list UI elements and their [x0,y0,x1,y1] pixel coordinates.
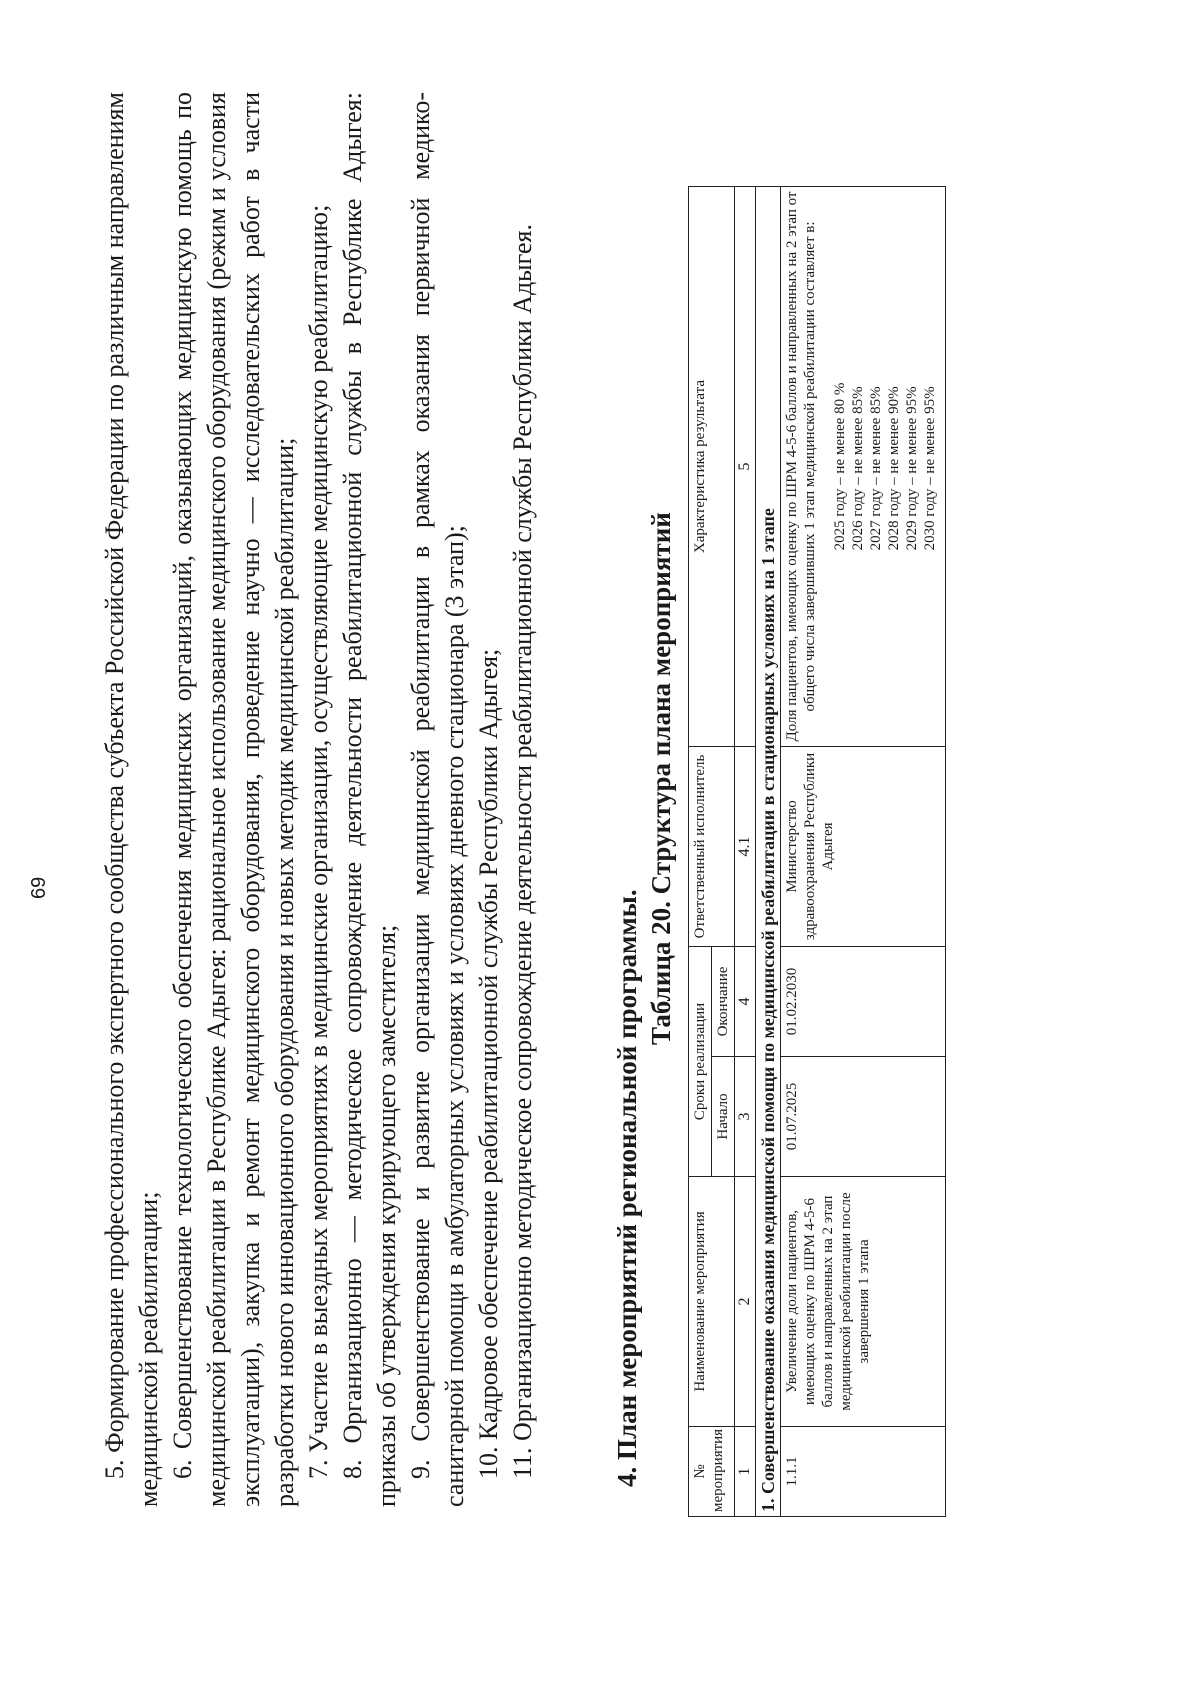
column-number-row [735,186,756,1516]
cell-end: 01.02.2030 [781,946,946,1056]
header-terms: Сроки реализации [689,946,712,1176]
column-number: 3 [735,1057,756,1177]
table-section-title: 1. Совершенствование оказания медицинской помощи по медицинской реабилитации в стационарных условиях на 1 этапе [756,186,781,1516]
column-number: 5 [735,186,756,746]
paragraph: 5. Формирование профессионального экспертного сообщества субъекта Российской Федерации по различным направлениям медицинской реабилитации; [100,92,163,1507]
plan-table [688,186,946,1517]
result-stats [831,383,939,551]
paragraph: 6. Совершенствование технологического обеспечения медицинских организаций, оказывающих медицинскую помощь по медицинской реабилитации в Республике Адыгея: рациональное использование медицинского оборудования (режим и условия эксплуатации), закупка и ремонт медицинского оборудования, проведение научно — исследовательских работ в части разработки нового инновационного оборудования и новых методик медицинской реабилитации; [168,92,299,1507]
header-start: Начало [712,1057,735,1177]
result-stat: 2029 году – не менее 95% [904,386,920,551]
cell-result [781,186,946,746]
table-row [781,186,946,1516]
result-stat: 2028 году – не менее 90% [886,386,902,551]
header-responsible: Ответственный исполнитель [689,746,735,946]
result-stat: 2030 году – не менее 95% [922,386,938,551]
header-end: Окончание [712,946,735,1056]
table-title: Таблица 20. Структура плана мероприятий [646,512,676,1045]
section-title: 4. План мероприятий региональной программы. [612,889,642,1487]
column-number: 4 [735,946,756,1056]
paragraph: 8. Организационно — методическое сопровождение деятельности реабилитационной службы в Республике Адыгея: приказы об утверждения курирующего заместителя; [338,92,401,1507]
cell-start: 01.07.2025 [781,1057,946,1177]
table-section-row [756,186,781,1516]
column-number: 1 [735,1427,756,1517]
result-text: Доля пациентов, имеющих оценку по ШРМ 4-5-6 баллов и направленных на 2 этап от общего числа завершивших 1 этап медицинской реабилитации составляет в: [784,191,818,742]
cell-num: 1.1.1 [781,1427,946,1517]
header-result: Характеристика результата [689,186,735,746]
header-num: № мероприятия [689,1427,735,1517]
column-number: 2 [735,1177,756,1427]
paragraph: 10. Кадровое обеспечение реабилитационной службы Республики Адыгея; [474,648,503,1479]
page-number: 69 [28,876,50,899]
paragraph: 7. Участие в выездных мероприятиях в медицинские организации, осуществляющие медицинскую реабилитацию; [304,204,333,1479]
result-stat: 2026 году – не менее 85% [850,386,866,551]
table-header-row [689,186,712,1516]
paragraph: 11. Организационно методическое сопровождение деятельности реабилитационной службы Республики Адыгея. [508,224,537,1479]
column-number: 4.1 [735,746,756,946]
header-name: Наименование мероприятия [689,1177,735,1427]
result-stat: 2025 году – не менее 80 % [832,382,848,551]
paragraph: 9. Совершенствование и развитие организации медицинской реабилитации в рамках оказания первичной медико-санитарной помощи в амбулаторных условиях и условиях дневного стационара (3 этап); [406,92,469,1507]
cell-name: Увеличение доли пациентов, имеющих оценку по ШРМ 4-5-6 баллов и направленных на 2 этап медицинской реабилитации после завершения 1 этапа [781,1177,946,1427]
cell-responsible: Министерство здравоохранения Республики Адыгея [781,746,946,946]
result-stat: 2027 году – не менее 85% [868,386,884,551]
body-text [98,92,540,1507]
